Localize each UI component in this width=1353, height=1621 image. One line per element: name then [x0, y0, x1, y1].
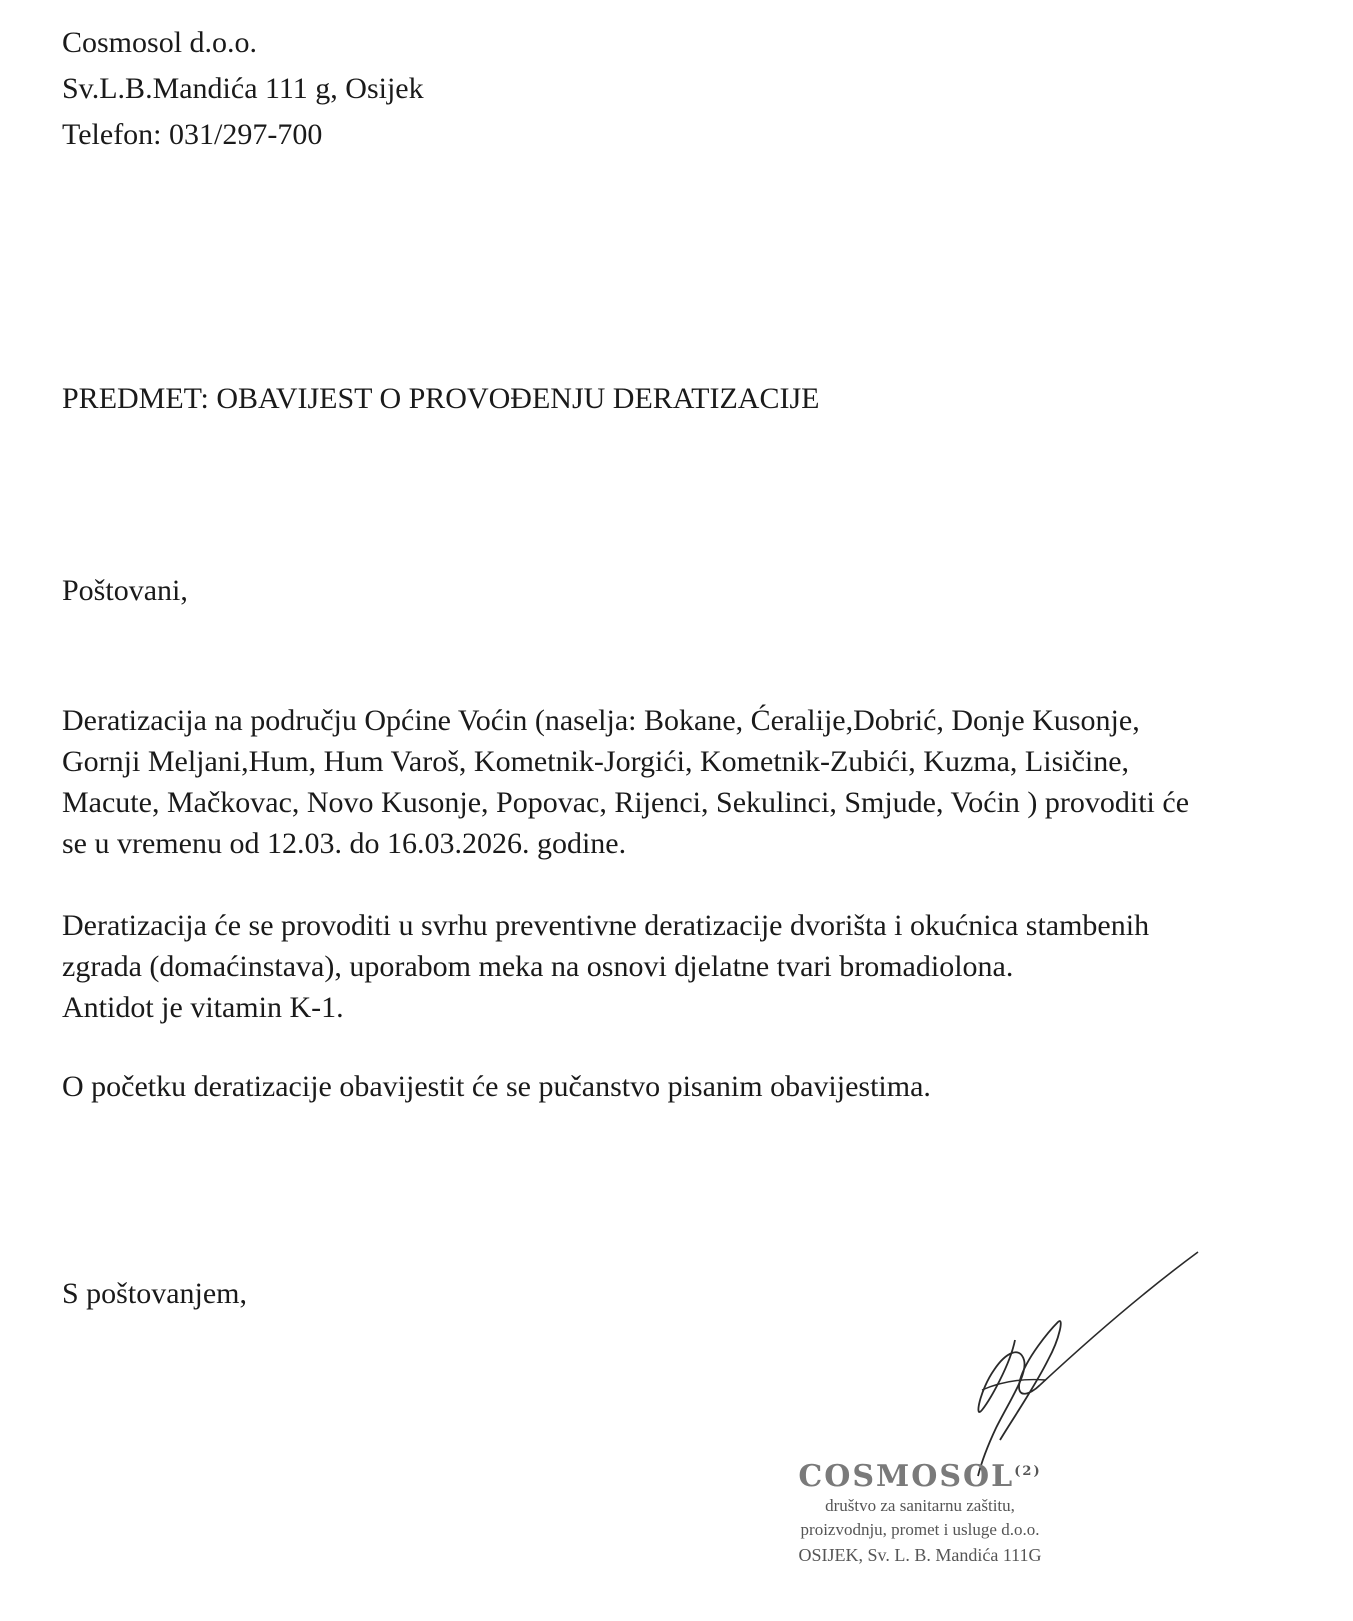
- paragraph-notice: [62, 1066, 1342, 1107]
- paragraph-method: [62, 905, 1342, 1028]
- sender-block: [62, 20, 424, 158]
- paragraph-line: Antidot je vitamin K-1.: [62, 991, 344, 1024]
- paragraph-line: zgrada (domaćinstava), uporabom meka na osnovi djelatne tvari bromadiolona.: [62, 950, 1014, 983]
- stamp-line-2: proizvodnju, promet i usluge d.o.o.: [800, 1520, 1040, 1539]
- paragraph-line: O početku deratizacije obavijestit će se pučanstvo pisanim obavijestima.: [62, 1070, 931, 1103]
- stamp-number: (2): [1014, 1464, 1042, 1479]
- handwritten-signature: [960, 1250, 1200, 1480]
- stamp-company-name: COSMOSOL$^{(2)}$: [798, 1459, 1042, 1494]
- greeting: Poštovani,: [62, 574, 188, 607]
- paragraph-line: Gornji Meljani,Hum, Hum Varoš, Kometnik-Jorgići, Kometnik-Zubići, Kuzma, Lisičine,: [62, 745, 1130, 778]
- stamp-line-1: društvo za sanitarnu zaštitu,: [825, 1496, 1015, 1515]
- closing: S poštovanjem,: [62, 1277, 247, 1310]
- sender-address: Sv.L.B.Mandića 111 g, Osijek: [62, 72, 424, 105]
- paragraph-line: Macute, Mačkovac, Novo Kusonje, Popovac, Rijenci, Sekulinci, Smjude, Voćin ) provoditi će: [62, 786, 1190, 819]
- paragraph-line: Deratizacija će se provoditi u svrhu preventivne deratizacije dvorišta i okućnica stambenih: [62, 909, 1150, 942]
- paragraph-line: Deratizacija na području Općine Voćin (naselja: Bokane, Ćeralije,Dobrić, Donje Kusonje,: [62, 704, 1140, 737]
- paragraph-line: se u vremenu od 12.03. do 16.03.2026. godine.: [62, 827, 627, 860]
- paragraph-schedule: [62, 700, 1342, 864]
- sender-company: Cosmosol d.o.o.: [62, 26, 258, 59]
- sender-phone: Telefon: 031/297-700: [62, 118, 323, 151]
- stamp-line-3: OSIJEK, Sv. L. B. Mandića 111G: [798, 1545, 1042, 1565]
- subject-line: PREDMET: OBAVIJEST O PROVOĐENJU DERATIZACIJE: [62, 382, 820, 415]
- company-stamp: [760, 1455, 1080, 1568]
